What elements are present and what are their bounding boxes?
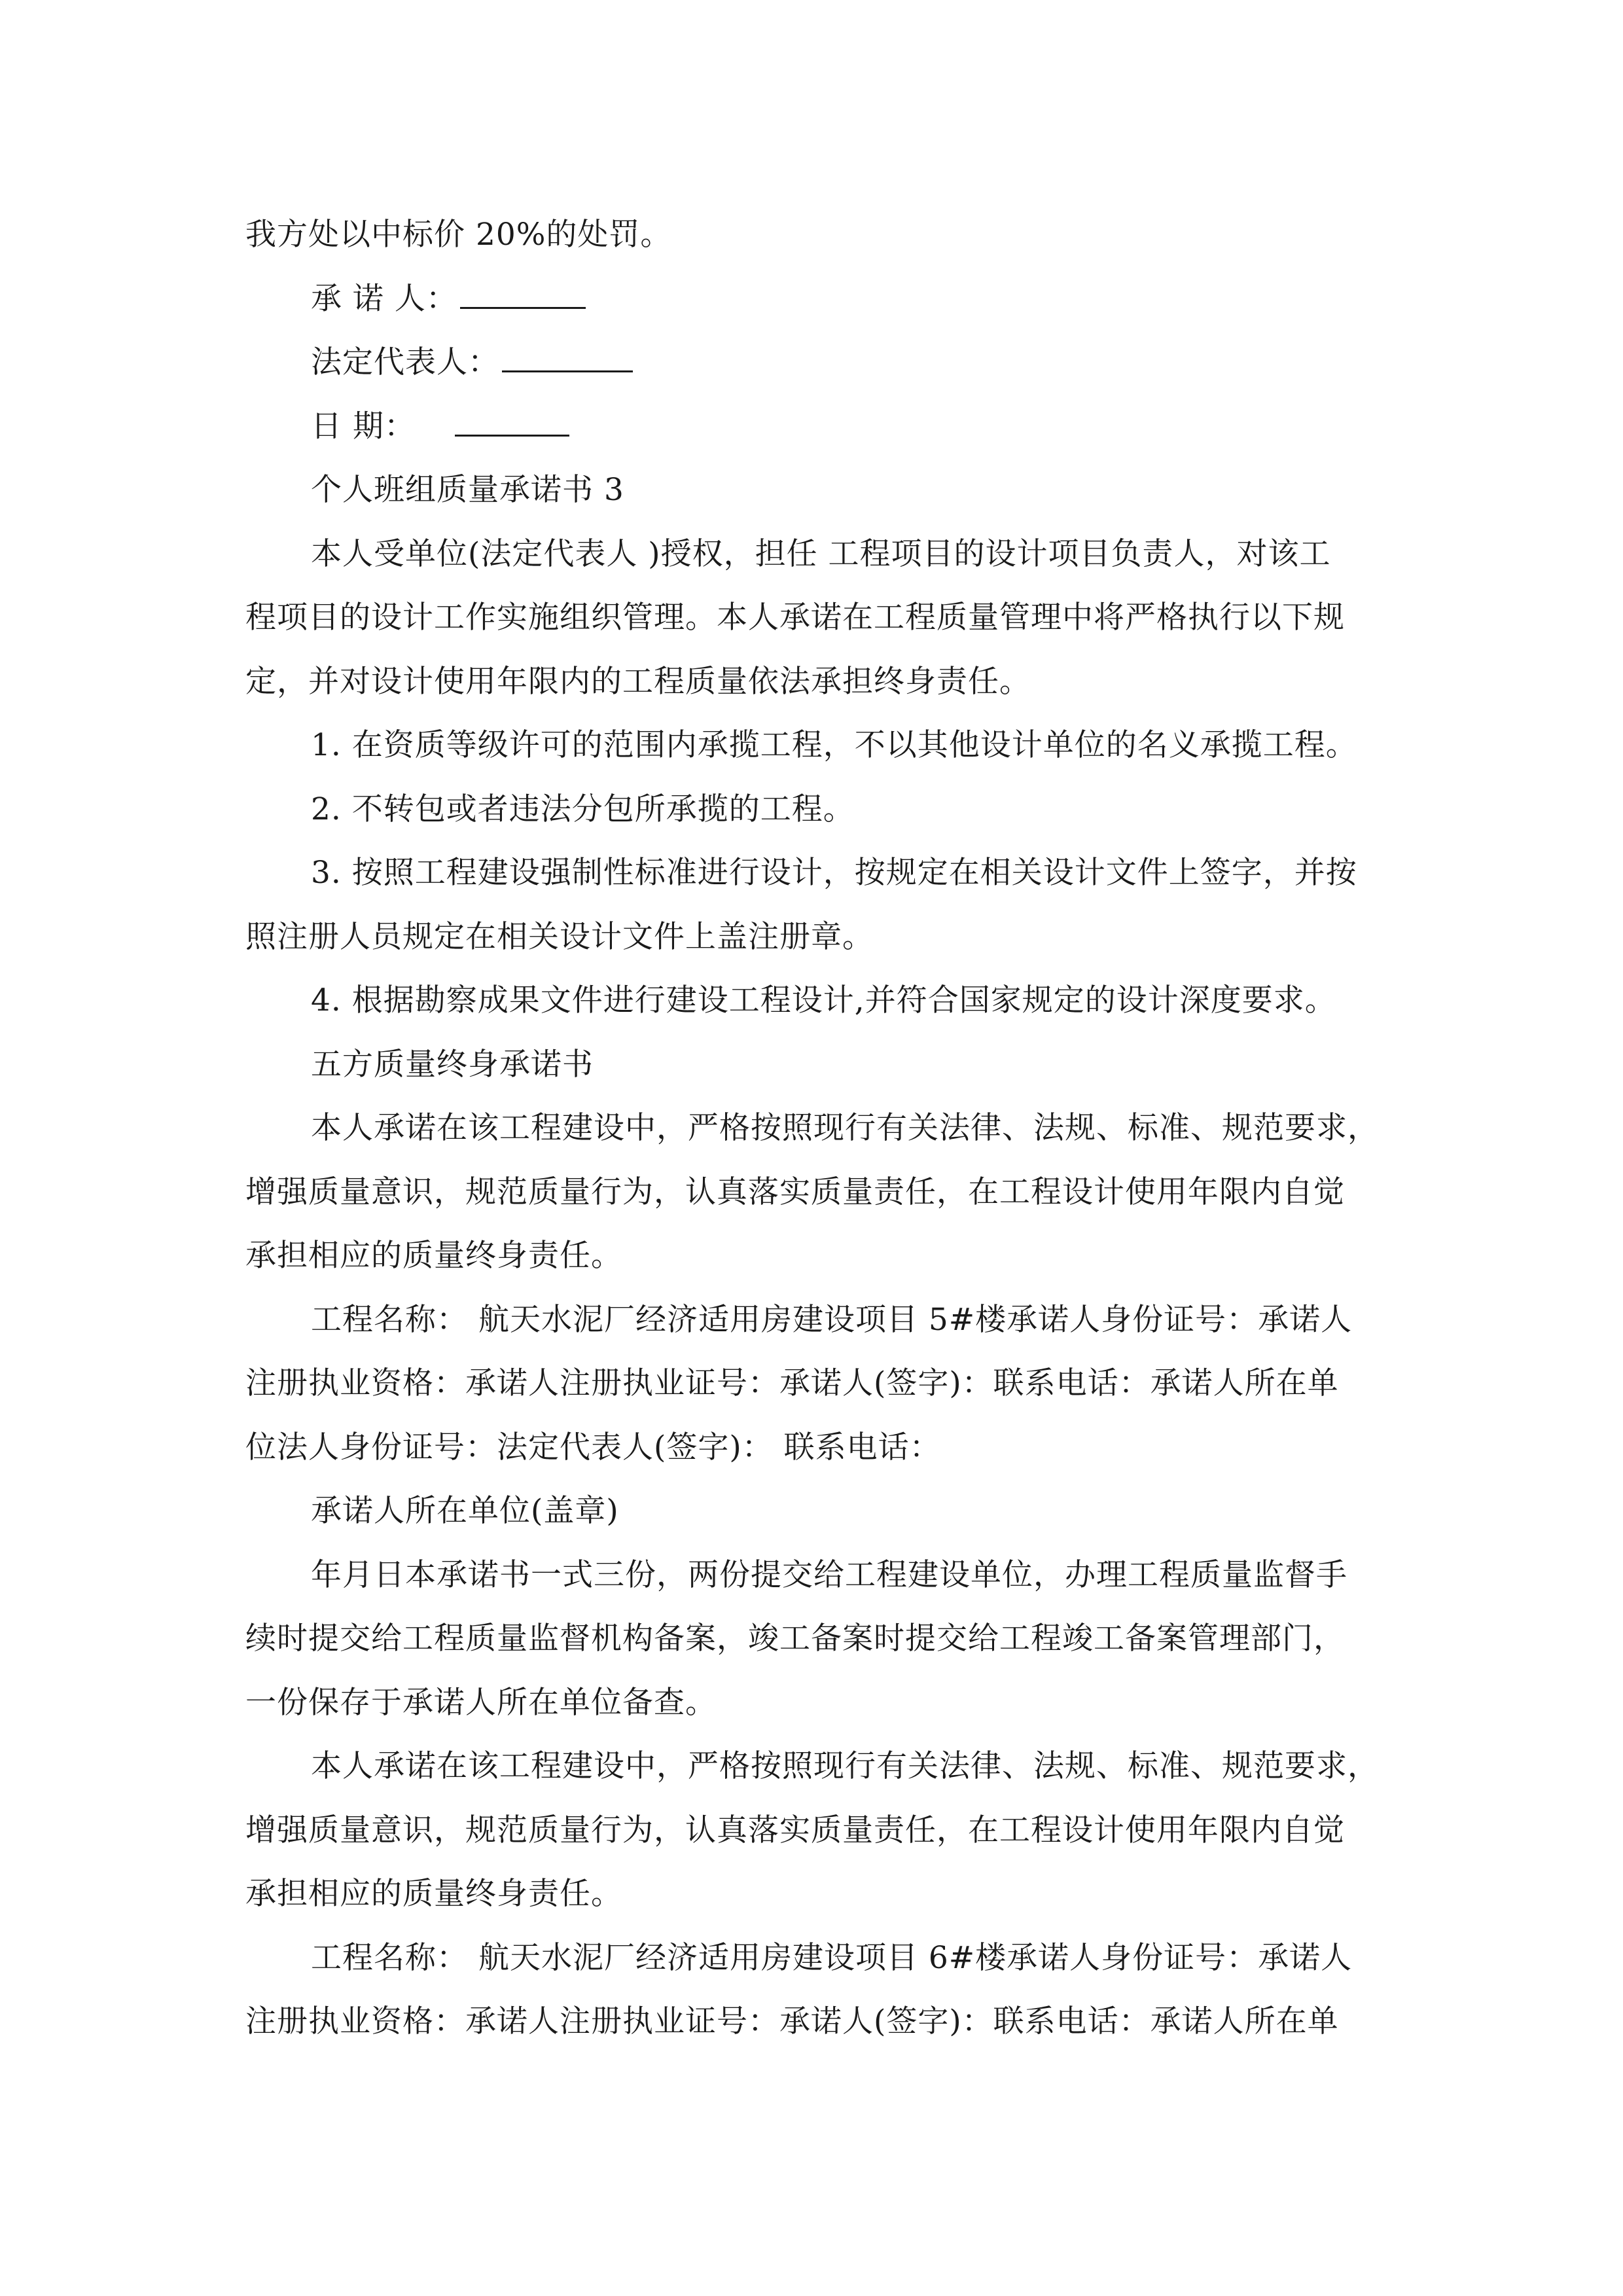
section-heading: 个人班组质量承诺书 3 — [311, 472, 624, 508]
text-line: 本人受单位(法定代表人 )授权，担任 工程项目的设计项目负责人，对该工 — [311, 535, 1331, 572]
text-line: 位法人身份证号：法定代表人(签字)： 联系电话： — [245, 1429, 941, 1465]
field-label: 日 期： — [311, 408, 416, 444]
text-line: 工程名称： 航天水泥厂经济适用房建设项目 5#楼承诺人身份证号：承诺人 — [311, 1301, 1353, 1338]
text-line: 照注册人员规定在相关设计文件上盖注册章。 — [245, 918, 874, 955]
text-line: 定，并对设计使用年限内的工程质量依法承担终身责任。 — [245, 663, 1031, 700]
signature-field-promisor — [245, 267, 1384, 331]
text-line: 程项目的设计工作实施组织管理。本人承诺在工程质量管理中将严格执行以下规 — [245, 600, 1345, 636]
text-line: 一份保存于承诺人所在单位备查。 — [245, 1684, 717, 1721]
text-line: 工程名称： 航天水泥厂经济适用房建设项目 6#楼承诺人身份证号：承诺人 — [311, 1939, 1353, 1976]
list-item: 4. 根据勘察成果文件进行建设工程设计,并符合国家规定的设计深度要求。 — [311, 982, 1336, 1018]
text-line: 增强质量意识，规范质量行为，认真落实质量责任，在工程设计使用年限内自觉 — [245, 1174, 1345, 1210]
signature-field-legal-rep — [245, 331, 1384, 395]
date-blank — [455, 408, 569, 437]
list-item: 1. 在资质等级许可的范围内承揽工程，不以其他设计单位的名义承揽工程。 — [311, 727, 1357, 763]
text-line: 续时提交给工程质量监督机构备案，竣工备案时提交给工程竣工备案管理部门， — [245, 1621, 1345, 1657]
text-line: 承担相应的质量终身责任。 — [245, 1876, 622, 1912]
text-line: 增强质量意识，规范质量行为，认真落实质量责任，在工程设计使用年限内自觉 — [245, 1812, 1345, 1848]
signature-blank — [460, 281, 586, 309]
list-item: 2. 不转包或者违法分包所承揽的工程。 — [311, 791, 855, 827]
text-line: 承诺人所在单位(盖章) — [311, 1493, 619, 1529]
text-line: 本人承诺在该工程建设中，严格按照现行有关法律、法规、标准、规范要求， — [311, 1748, 1379, 1784]
text-line: 注册执业资格：承诺人注册执业证号：承诺人(签字)：联系电话：承诺人所在单 — [245, 2003, 1339, 2039]
text-line: 注册执业资格：承诺人注册执业证号：承诺人(签字)：联系电话：承诺人所在单 — [245, 1365, 1339, 1401]
field-label: 承 诺 人： — [311, 280, 457, 317]
signature-field-date — [245, 395, 1384, 459]
document-body — [245, 203, 1384, 2054]
signature-blank — [502, 344, 633, 372]
list-item: 3. 按照工程建设强制性标准进行设计，按规定在相关设计文件上签字，并按 — [311, 855, 1357, 891]
text-line: 我方处以中标价 20%的处罚。 — [245, 217, 672, 253]
field-label: 法定代表人： — [311, 344, 499, 380]
section-heading: 五方质量终身承诺书 — [311, 1046, 594, 1083]
text-line: 年月日本承诺书一式三份，两份提交给工程建设单位，办理工程质量监督手 — [311, 1556, 1347, 1593]
text-line: 承担相应的质量终身责任。 — [245, 1238, 622, 1274]
text-line: 本人承诺在该工程建设中，严格按照现行有关法律、法规、标准、规范要求， — [311, 1110, 1379, 1146]
